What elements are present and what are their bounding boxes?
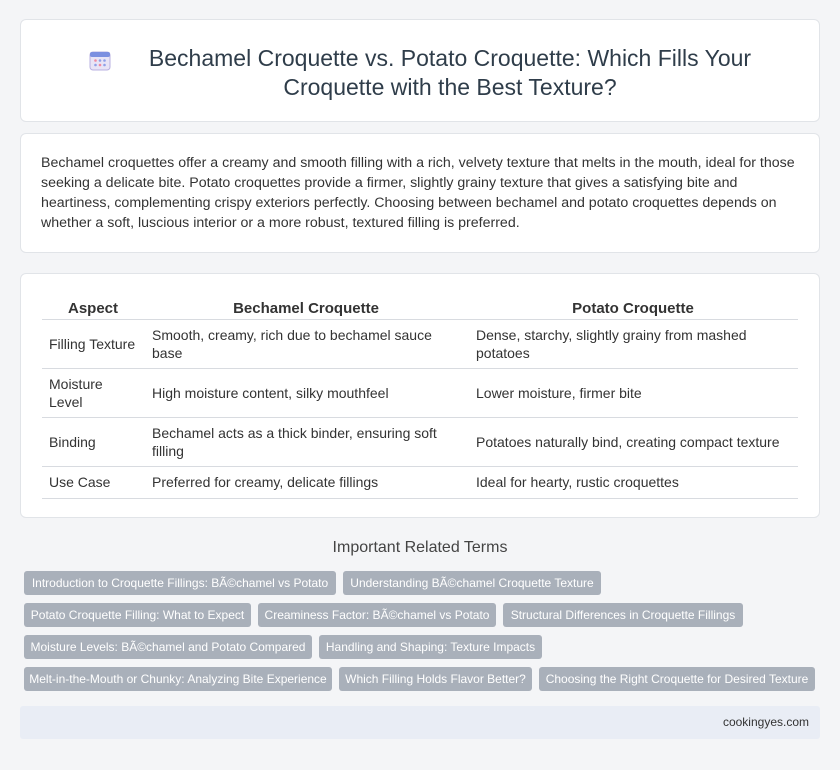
table-row <box>42 466 798 498</box>
intro-paragraph: Bechamel croquettes offer a creamy and smooth filling with a rich, velvety texture that melts in the mouth, ideal for those seeking a delicate bite. Potato croquettes provide a firmer, slightly grainy texture that gives a satisfying bite and heartiness, complementing crispy exteriors perfectly. Choosing between bechamel and potato croquettes depends on whether a soft, luscious interior or a more robust, textured filling is preferred. <box>41 155 795 231</box>
table-cell: Moisture Level <box>42 368 144 417</box>
table-cell: Smooth, creamy, rich due to bechamel sauce base <box>144 319 468 368</box>
header-bechamel: Bechamel Croquette <box>144 296 468 319</box>
related-term-chip[interactable]: Melt-in-the-Mouth or Chunky: Analyzing Bite Experience <box>24 667 332 691</box>
table-cell: Potatoes naturally bind, creating compact texture <box>468 417 798 466</box>
page-title: Bechamel Croquette vs. Potato Croquette: Which Fills Your Croquette with the Best Texture? <box>148 45 752 100</box>
table-cell: Ideal for hearty, rustic croquettes <box>468 466 798 498</box>
related-terms-heading: Important Related Terms <box>332 539 508 556</box>
related-term-chip[interactable]: Understanding BÃ©chamel Croquette Texture <box>343 571 601 595</box>
header-potato: Potato Croquette <box>468 296 798 319</box>
related-term-chip[interactable]: Potato Croquette Filling: What to Expect <box>24 603 251 627</box>
intro-card <box>20 133 820 253</box>
table-cell: Preferred for creamy, delicate fillings <box>144 466 468 498</box>
table-header-row <box>42 296 798 319</box>
table-cell: Lower moisture, firmer bite <box>468 368 798 417</box>
table-row <box>42 368 798 417</box>
comparison-card <box>20 273 820 518</box>
table-cell: Filling Texture <box>42 319 144 368</box>
table-cell: Use Case <box>42 466 144 498</box>
footer-site-link[interactable]: cookingyes.com <box>722 715 809 729</box>
table-row <box>42 417 798 466</box>
footer <box>20 706 820 739</box>
comparison-table <box>42 296 798 499</box>
table-cell: Binding <box>42 417 144 466</box>
header-aspect: Aspect <box>42 296 144 319</box>
related-term-chip[interactable]: Structural Differences in Croquette Fillings <box>503 603 743 627</box>
related-term-chip[interactable]: Creaminess Factor: BÃ©chamel vs Potato <box>258 603 496 627</box>
related-term-chip[interactable]: Introduction to Croquette Fillings: BÃ©chamel vs Potato <box>24 571 336 595</box>
related-term-chip[interactable]: Which Filling Holds Flavor Better? <box>339 667 532 691</box>
related-term-chip[interactable]: Choosing the Right Croquette for Desired Texture <box>539 667 815 691</box>
calendar-icon <box>89 49 111 71</box>
related-term-chip[interactable]: Handling and Shaping: Texture Impacts <box>319 635 542 659</box>
table-cell: Dense, starchy, slightly grainy from mashed potatoes <box>468 319 798 368</box>
title-card <box>20 19 820 122</box>
table-cell: Bechamel acts as a thick binder, ensuring soft filling <box>144 417 468 466</box>
table-row <box>42 319 798 368</box>
table-cell: High moisture content, silky mouthfeel <box>144 368 468 417</box>
related-term-chip[interactable]: Moisture Levels: BÃ©chamel and Potato Compared <box>24 635 312 659</box>
